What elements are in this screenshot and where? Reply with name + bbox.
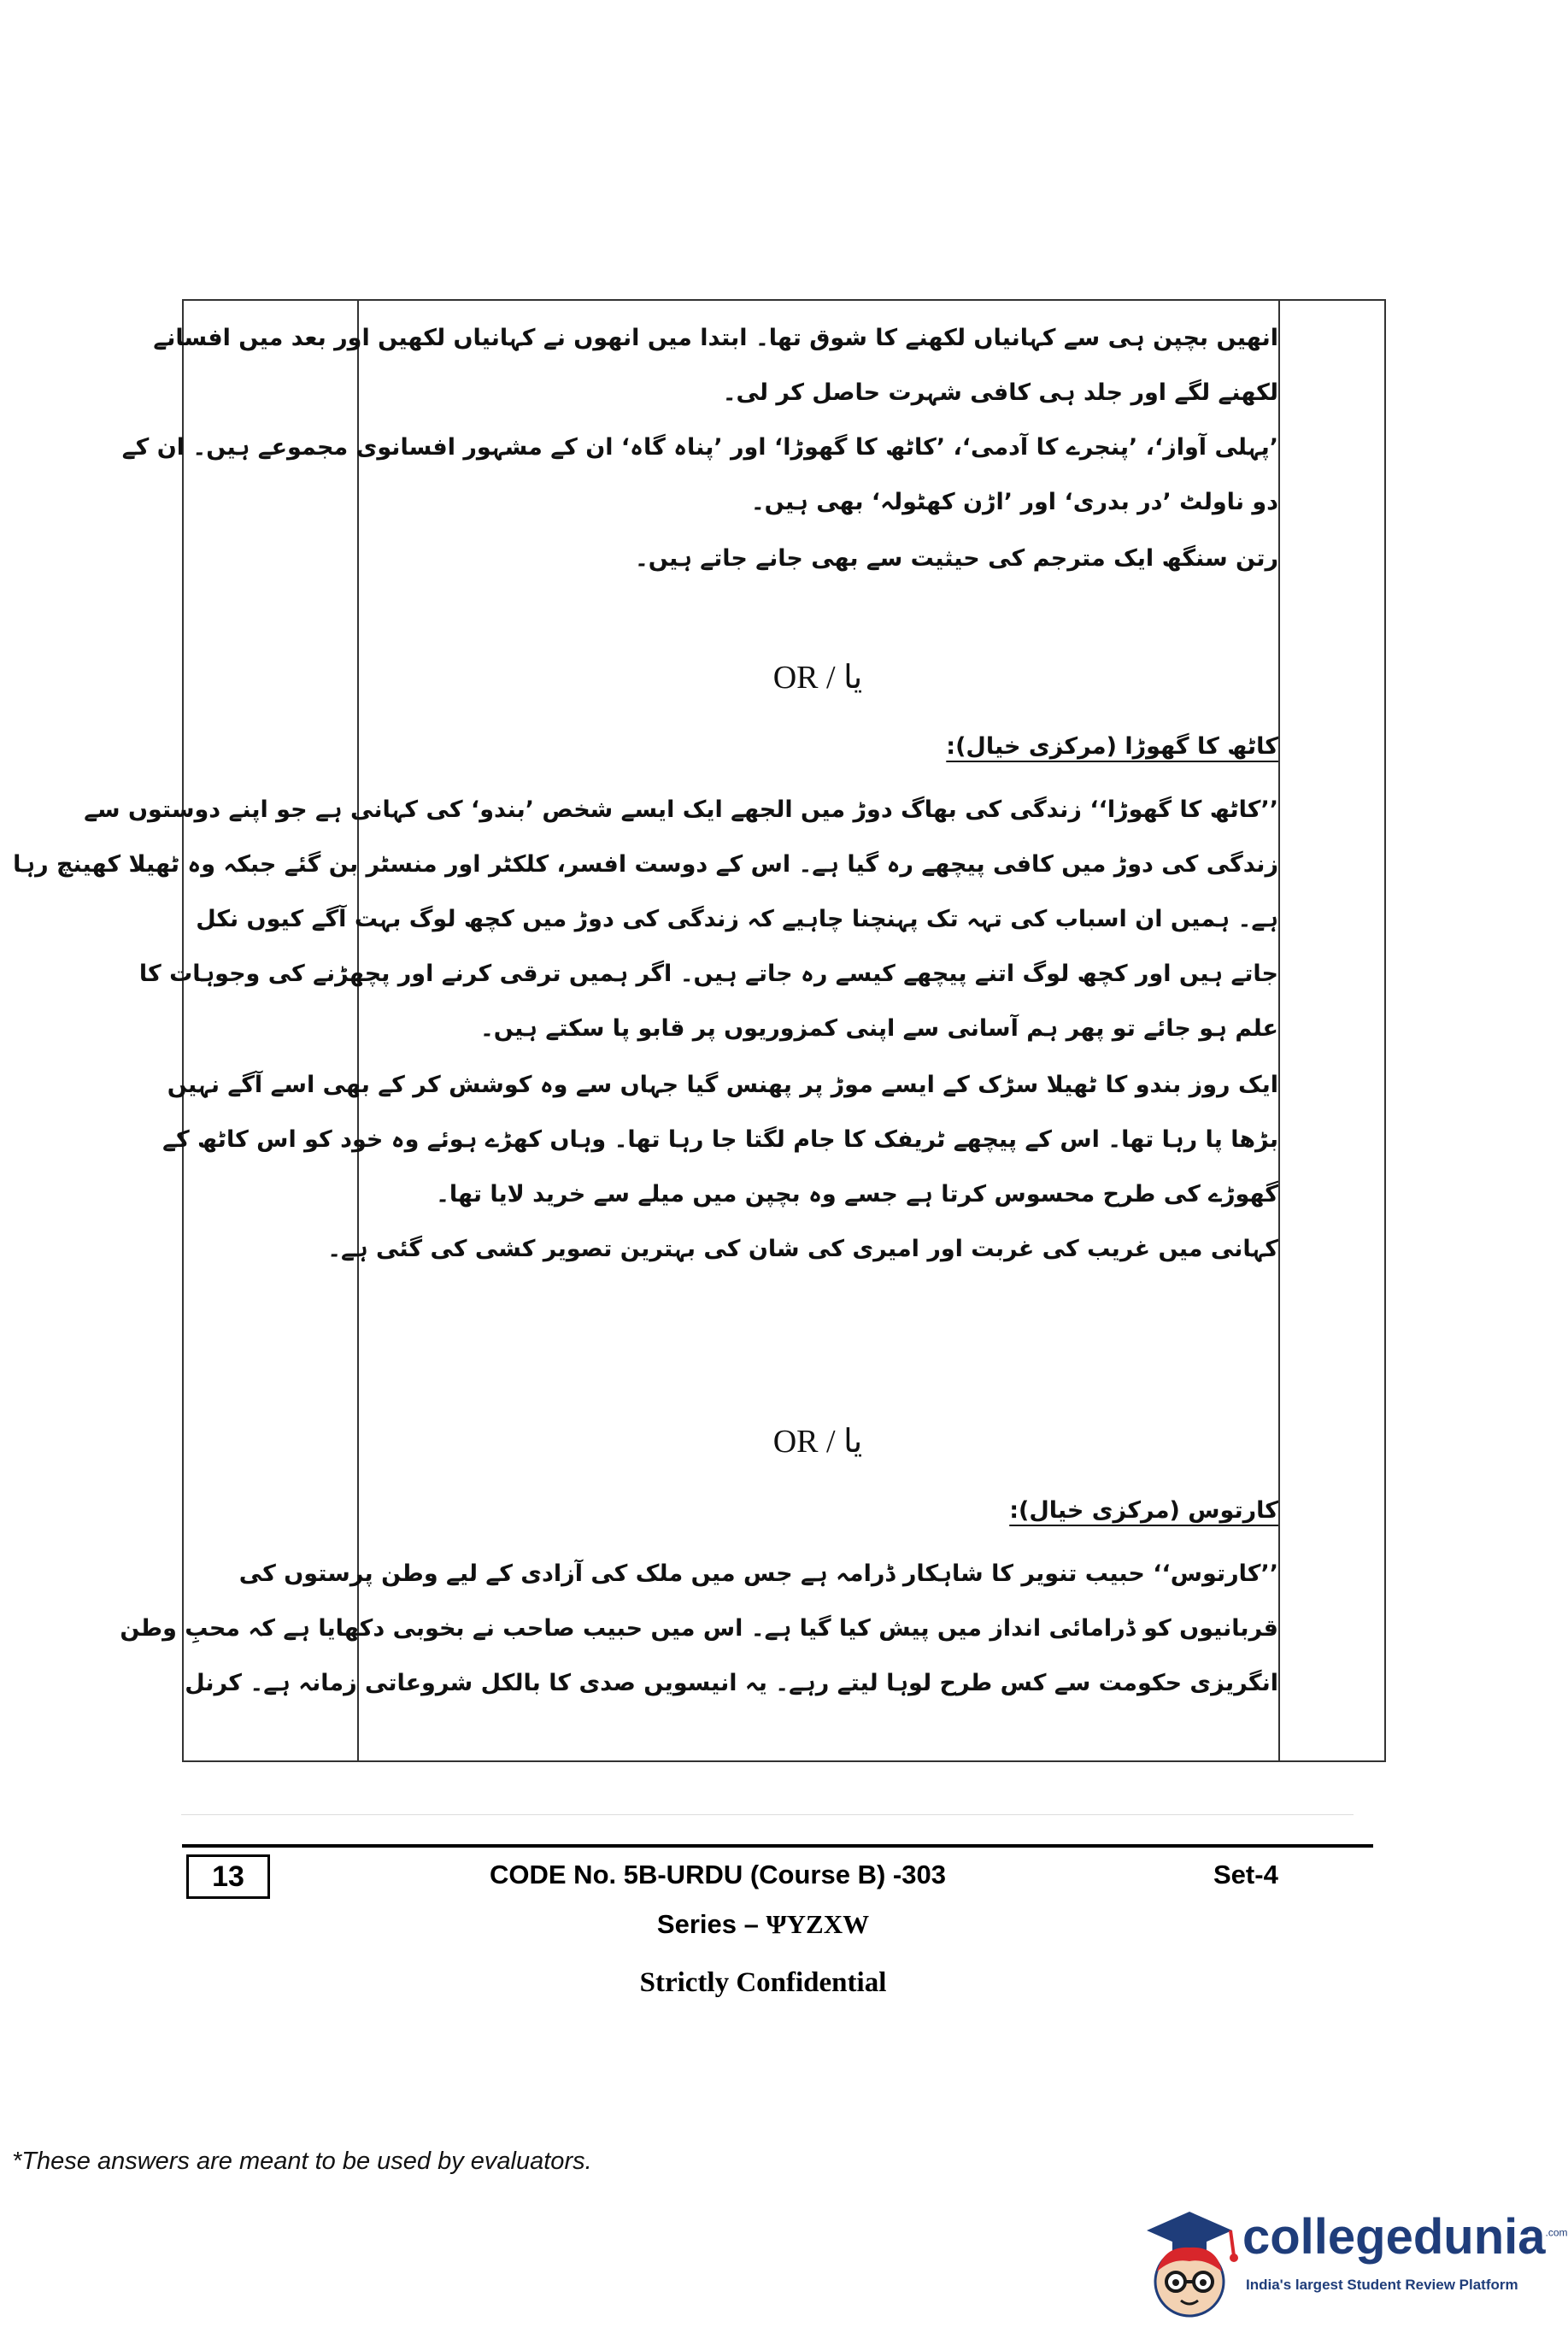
text-line: رتن سنگھ ایک مترجم کی حیثیت سے بھی جانے جاتے ہیں۔ bbox=[634, 545, 1278, 572]
collegedunia-logo bbox=[1138, 2196, 1568, 2330]
section-heading bbox=[357, 726, 1278, 767]
text-line: قربانیوں کو ڈرامائی انداز میں پیش کیا گیا ہے۔ اس میں حبیب صاحب نے بخوبی دکھایا ہے کہ محبِ وطن bbox=[120, 1615, 1278, 1642]
text-line: لکھنے لگے اور جلد ہی کافی شہرت حاصل کر لی۔ bbox=[722, 379, 1278, 406]
text-line: ’’کارتوس‘‘ حبیب تنویر کا شاہکار ڈرامہ ہے جس میں ملک کی آزادی کے لیے وطن پرستوں کی bbox=[238, 1560, 1278, 1587]
text-line: گھوڑے کی طرح محسوس کرتا ہے جسے وہ بچپن میں میلے سے خرید لایا تھا۔ bbox=[436, 1181, 1278, 1208]
text-line: ’پہلی آواز‘، ’پنجرے کا آدمی‘، ’کاٹھ کا گھوڑا‘ اور ’پناہ گاہ‘ ان کے مشہور افسانوی مجموعے ہیں۔ ان کے bbox=[121, 434, 1278, 461]
set-label: Set-4 bbox=[1213, 1860, 1278, 1889]
heading-text: کاٹھ کا گھوڑا (مرکزی خیال): bbox=[946, 733, 1278, 760]
text-line: ’’کاٹھ کا گھوڑا‘‘ زندگی کی بھاگ دوڑ میں الجھے ایک ایسے شخص ’بندو‘ کی کہانی ہے جو اپنے دوستوں سے bbox=[84, 796, 1278, 823]
text-line: بڑھا پا رہا تھا۔ اس کے پیچھے ٹریفک کا جام لگتا جا رہا تھا۔ وہاں کھڑے ہوئے وہ خود کو اس کاٹھ کے bbox=[162, 1126, 1278, 1153]
brand-name-text: collegedunia bbox=[1242, 2209, 1546, 2265]
footer-rule bbox=[182, 1844, 1373, 1848]
text-line: انگریزی حکومت سے کس طرح لوہا لیتے رہے۔ یہ انیسویں صدی کا بالکل شروعاتی زمانہ ہے۔ کرنل bbox=[185, 1670, 1278, 1696]
text-line: ایک روز بندو کا ٹھیلا سڑک کے ایسے موڑ پر پھنس گیا جہاں سے وہ کوشش کر کے بھی اسے آگے نہیں bbox=[167, 1072, 1278, 1098]
brand-tagline: India's largest Student Review Platform bbox=[1246, 2277, 1518, 2293]
text-line: کہانی میں غریب کی غربت اور امیری کی شان کی بہترین تصویر کشی کی گئی ہے۔ bbox=[327, 1236, 1278, 1262]
faint-separator bbox=[181, 1814, 1354, 1815]
text-line: زندگی کی دوڑ میں کافی پیچھے رہ گیا ہے۔ اس کے دوست افسر، کلکٹر اور منسٹر بن گئے جبکہ وہ ٹھیلا کھینچ رہا bbox=[13, 851, 1278, 878]
evaluator-note: *These answers are meant to be used by evaluators. bbox=[12, 2148, 592, 2175]
text-line: انھیں بچپن ہی سے کہانیاں لکھنے کا شوق تھا۔ ابتدا میں انھوں نے کہانیاں لکھیں اور بعد میں افسانے bbox=[153, 325, 1278, 351]
series-value: ΨYZXW bbox=[766, 1909, 870, 1939]
text-line: علم ہو جائے تو پھر ہم آسانی سے اپنی کمزوریوں پر قابو پا سکتے ہیں۔ bbox=[479, 1015, 1278, 1042]
brand-suffix: .com bbox=[1545, 2226, 1568, 2239]
page-number: 13 bbox=[186, 1854, 270, 1899]
series-line bbox=[0, 1909, 1526, 1940]
mascot-icon bbox=[1138, 2196, 1241, 2330]
or-separator: OR / یا bbox=[772, 660, 863, 696]
text-line: جاتے ہیں اور کچھ لوگ اتنے پیچھے کیسے رہ جاتے ہیں۔ اگر ہمیں ترقی کرنے اور پچھڑنے کی وجوہات کا bbox=[138, 961, 1278, 987]
brand-name bbox=[1242, 2208, 1568, 2265]
text-line: ہے۔ ہمیں ان اسباب کی تہہ تک پہنچنا چاہیے کہ زندگی کی دوڑ میں کچھ لوگ بہت آگے کیوں نکل bbox=[196, 906, 1278, 932]
or-separator: OR / یا bbox=[772, 1424, 863, 1460]
heading-text: کارتوس (مرکزی خیال): bbox=[1009, 1497, 1278, 1524]
series-label: Series – bbox=[656, 1909, 766, 1939]
paper-code: CODE No. 5B-URDU (Course B) -303 bbox=[490, 1860, 946, 1889]
column-divider-right bbox=[1278, 301, 1280, 1760]
answer-table bbox=[13, 299, 1386, 1762]
confidential-label: Strictly Confidential bbox=[639, 1967, 887, 1998]
text-line: دو ناولٹ ’در بدری‘ اور ’اڑن کھٹولہ‘ بھی ہیں۔ bbox=[750, 489, 1278, 515]
section-heading bbox=[357, 1490, 1278, 1531]
